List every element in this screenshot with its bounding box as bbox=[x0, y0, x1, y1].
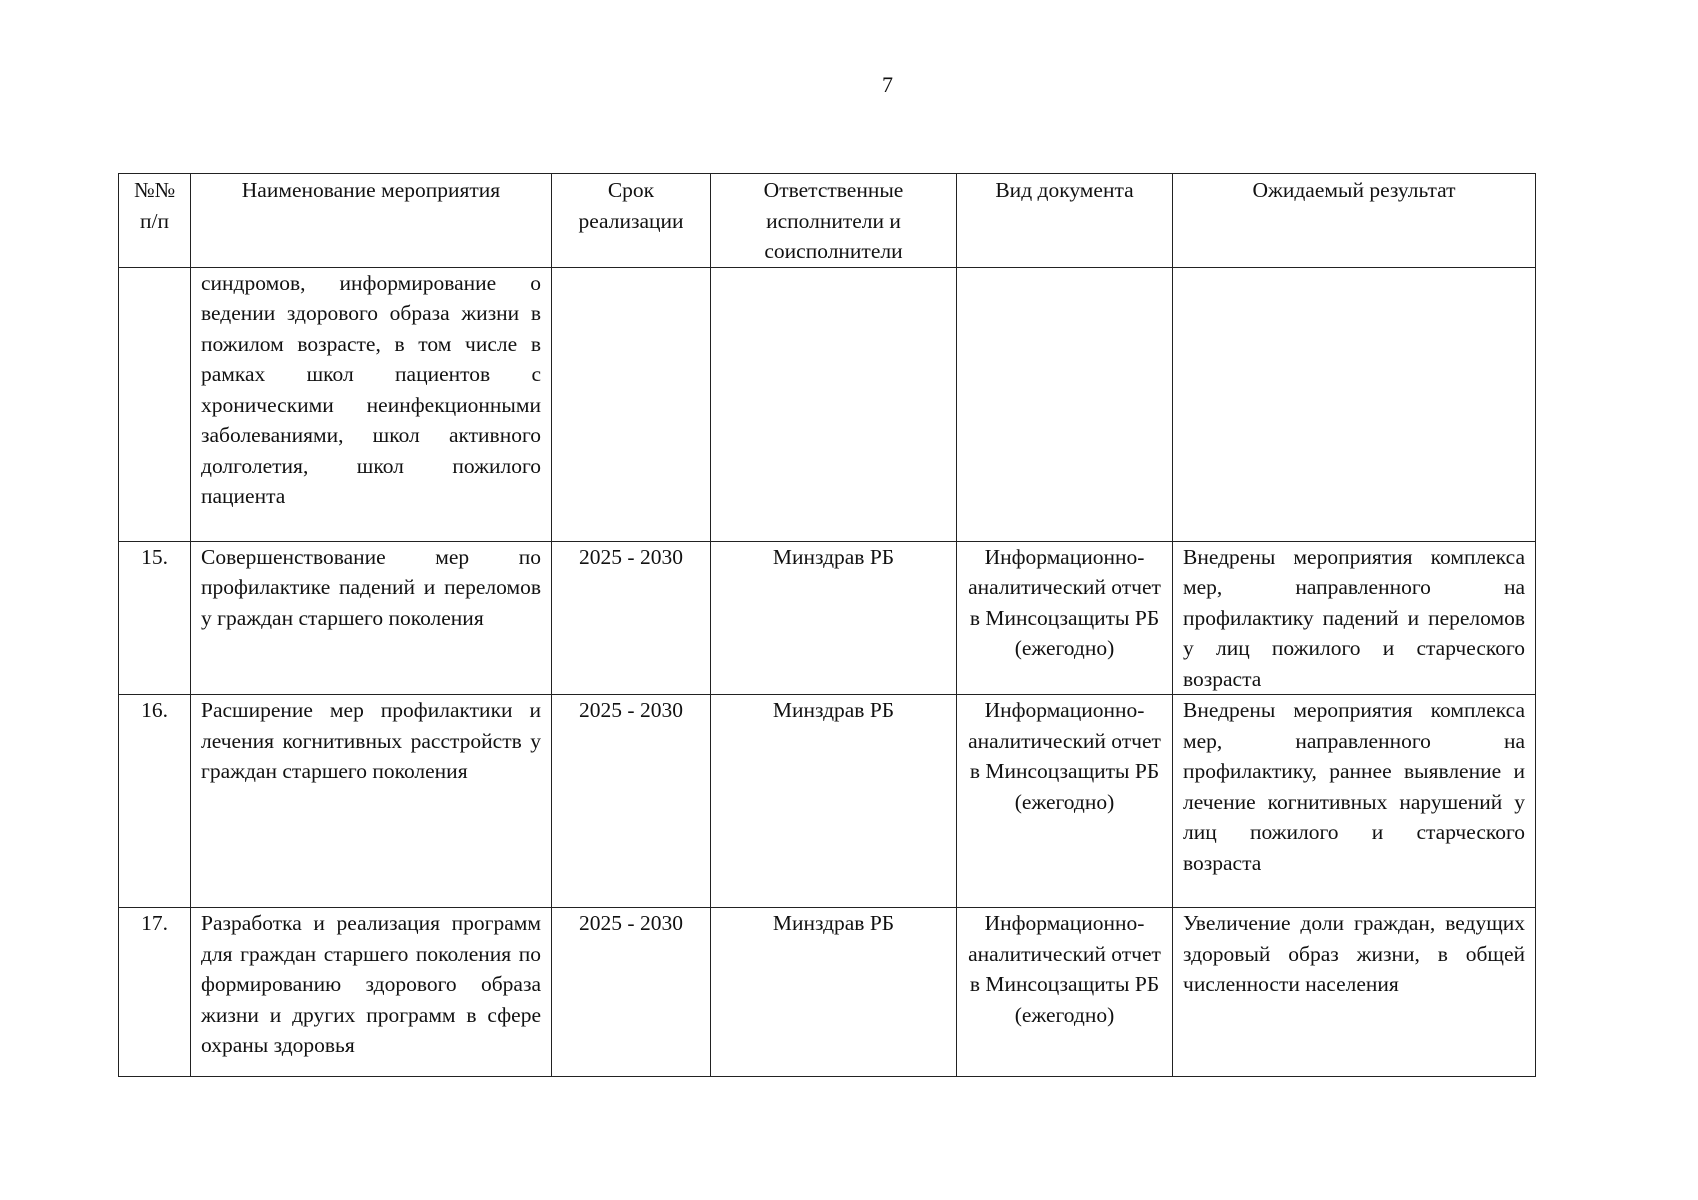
cell-result: Увеличение доли граждан, ведущих здоровый образ жизни, в общей численности населения bbox=[1173, 908, 1536, 1077]
header-executors: Ответственные исполнители и соисполнители bbox=[711, 174, 957, 268]
cell-num: 15. bbox=[119, 541, 191, 695]
cell-executors: Минздрав РБ bbox=[711, 541, 957, 695]
cell-result: Внедрены мероприятия комплекса мер, направленного на профилактику падений и переломов у лиц пожилого и старческого возраста bbox=[1173, 541, 1536, 695]
action-plan-table bbox=[118, 173, 1536, 1077]
header-doc-type: Вид документа bbox=[957, 174, 1173, 268]
table-row bbox=[119, 541, 1536, 695]
cell-doc-type bbox=[957, 267, 1173, 541]
cell-num: 16. bbox=[119, 695, 191, 908]
cell-name: синдромов, информирование о ведении здорового образа жизни в пожилом возрасте, в том числе в рамках школ пациентов с хроническими неинфекционными заболеваниями, школ активного долголетия, школ пожилого пациента bbox=[191, 267, 552, 541]
header-term: Срок реализации bbox=[552, 174, 711, 268]
cell-num bbox=[119, 267, 191, 541]
cell-term: 2025 - 2030 bbox=[552, 908, 711, 1077]
cell-executors: Минздрав РБ bbox=[711, 695, 957, 908]
cell-num: 17. bbox=[119, 908, 191, 1077]
table-row bbox=[119, 695, 1536, 908]
header-result: Ожидаемый результат bbox=[1173, 174, 1536, 268]
table-row bbox=[119, 908, 1536, 1077]
header-num: №№ п/п bbox=[119, 174, 191, 268]
cell-name: Расширение мер профилактики и лечения когнитивных расстройств у граждан старшего поколения bbox=[191, 695, 552, 908]
cell-term bbox=[552, 267, 711, 541]
cell-name: Разработка и реализация программ для граждан старшего поколения по формированию здорового образа жизни и других программ в сфере охраны здоровья bbox=[191, 908, 552, 1077]
cell-doc-type: Информационно-аналитический отчет в Минсоцзащиты РБ (ежегодно) bbox=[957, 541, 1173, 695]
header-name: Наименование мероприятия bbox=[191, 174, 552, 268]
cell-doc-type: Информационно-аналитический отчет в Минсоцзащиты РБ (ежегодно) bbox=[957, 908, 1173, 1077]
cell-result: Внедрены мероприятия комплекса мер, направленного на профилактику, раннее выявление и лечение когнитивных нарушений у лиц пожилого и старческого возраста bbox=[1173, 695, 1536, 908]
cell-result bbox=[1173, 267, 1536, 541]
table-header-row bbox=[119, 174, 1536, 268]
cell-doc-type: Информационно-аналитический отчет в Минсоцзащиты РБ (ежегодно) bbox=[957, 695, 1173, 908]
cell-term: 2025 - 2030 bbox=[552, 695, 711, 908]
cell-executors: Минздрав РБ bbox=[711, 908, 957, 1077]
table-row-continuation bbox=[119, 267, 1536, 541]
cell-executors bbox=[711, 267, 957, 541]
cell-term: 2025 - 2030 bbox=[552, 541, 711, 695]
page-number: 7 bbox=[882, 72, 893, 97]
cell-name: Совершенствование мер по профилактике падений и переломов у граждан старшего поколения bbox=[191, 541, 552, 695]
